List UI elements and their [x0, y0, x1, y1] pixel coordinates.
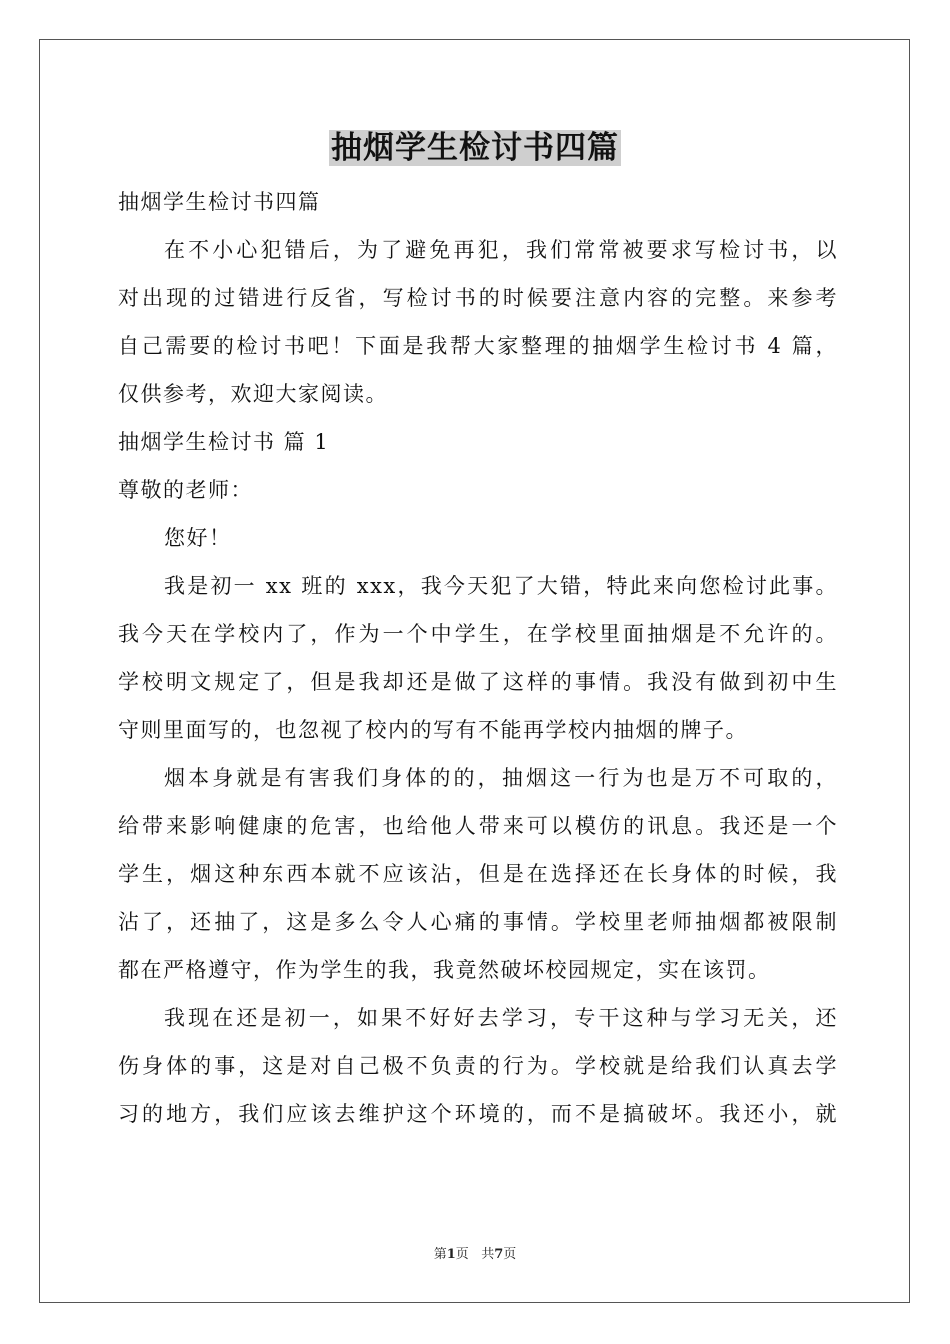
paragraph-line: 给带来影响健康的危害，也给他人带来可以模仿的讯息。我还是一个: [118, 814, 838, 838]
document-title: [0, 126, 950, 170]
page-suffix: 页: [455, 1247, 469, 1262]
paragraph-line: 在不小心犯错后，为了避免再犯，我们常常被要求写检讨书，以: [164, 238, 838, 262]
total-suffix: 页: [503, 1247, 517, 1262]
page-prefix: 第: [433, 1247, 447, 1262]
document-body: [118, 178, 838, 1138]
paragraph-line: 都在严格遵守，作为学生的我，我竟然破坏校园规定，实在该罚。: [118, 958, 771, 982]
total-pages: 7: [494, 1247, 504, 1262]
paragraph-line: 我今天在学校内了，作为一个中学生，在学校里面抽烟是不允许的。: [118, 622, 838, 646]
page-number: 1: [446, 1247, 456, 1262]
paragraph-line: 学生，烟这种东西本就不应该沾，但是在选择还在长身体的时候，我: [118, 862, 838, 886]
subtitle-line: 抽烟学生检讨书四篇: [118, 190, 321, 214]
section-heading: 抽烟学生检讨书 篇 1: [118, 430, 330, 454]
paragraph-line: 仅供参考，欢迎大家阅读。: [118, 382, 388, 406]
salutation-line: 尊敬的老师：: [118, 478, 253, 502]
document-title-text: 抽烟学生检讨书四篇: [331, 130, 619, 166]
total-prefix: 共: [481, 1247, 495, 1262]
paragraph-line: 对出现的过错进行反省，写检讨书的时候要注意内容的完整。来参考: [118, 286, 838, 310]
paragraph-line: 伤身体的事，这是对自己极不负责的行为。学校就是给我们认真去学: [118, 1054, 838, 1078]
page-footer: [0, 1243, 950, 1262]
paragraph-line: 学校明文规定了，但是我却还是做了这样的事情。我没有做到初中生: [118, 670, 838, 694]
paragraph-line: 守则里面写的，也忽视了校内的写有不能再学校内抽烟的牌子。: [118, 718, 748, 742]
paragraph-line: 烟本身就是有害我们身体的的，抽烟这一行为也是万不可取的，: [164, 766, 838, 790]
paragraph-line: 习的地方，我们应该去维护这个环境的，而不是搞破坏。我还小，就: [118, 1102, 838, 1126]
greeting-line: 您好！: [164, 526, 232, 550]
paragraph-line: 我现在还是初一，如果不好好去学习，专干这种与学习无关，还: [164, 1006, 838, 1030]
paragraph-line: 自己需要的检讨书吧！下面是我帮大家整理的抽烟学生检讨书 4 篇，: [118, 334, 838, 358]
paragraph-line: 我是初一 xx 班的 xxx，我今天犯了大错，特此来向您检讨此事。: [164, 574, 838, 598]
paragraph-line: 沾了，还抽了，这是多么令人心痛的事情。学校里老师抽烟都被限制: [118, 910, 838, 934]
